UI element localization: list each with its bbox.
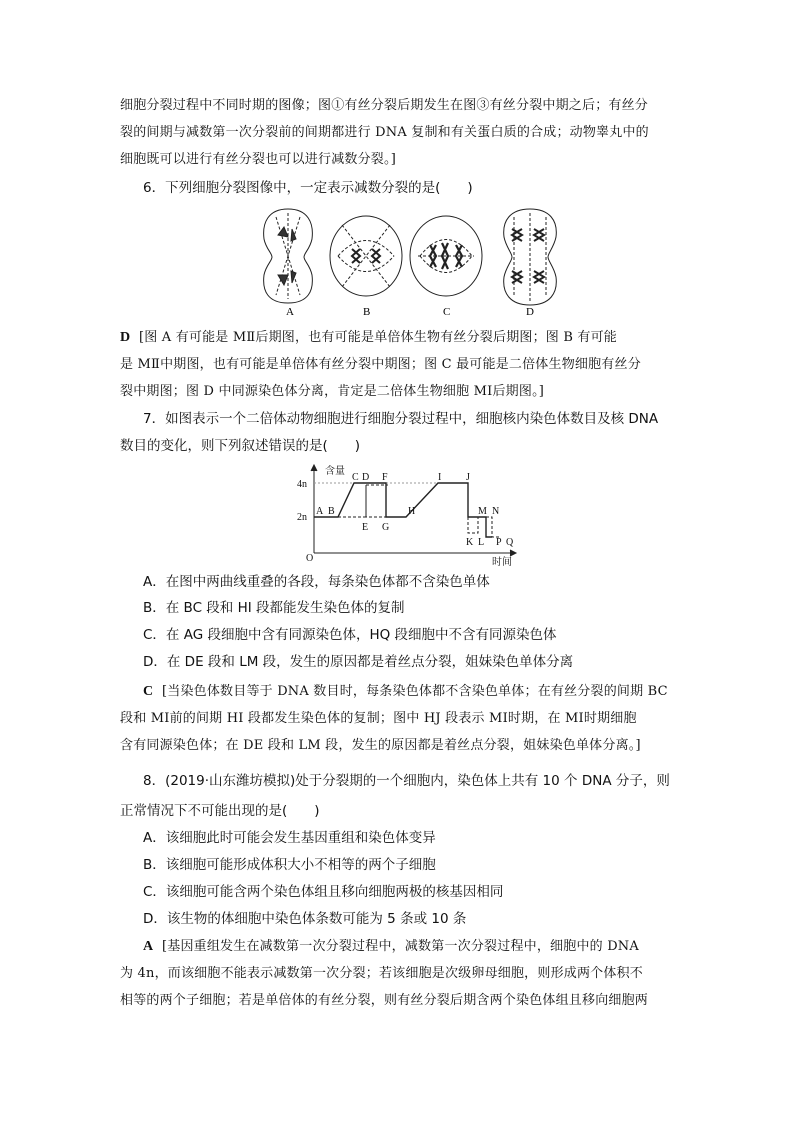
point-label: P [496,537,502,548]
axis-label: 时间 [492,557,512,567]
option-b: B．在 BC 段和 HI 段都能发生染色体的复制 [143,600,405,616]
figure-label: D [526,306,534,317]
figure-label: A [286,306,294,317]
figure-label: C [443,306,451,317]
option-b: B．该细胞可能形成体积大小不相等的两个子细胞 [143,857,436,873]
question-7-stem: 数目的变化，则下列叙述错误的是( ) [120,438,361,454]
point-label: K [466,537,474,548]
figure-label: B [363,306,371,317]
origin-label: O [306,553,314,564]
option-c: C．在 AG 段细胞中含有同源染色体，HQ 段细胞中不含有同源染色体 [143,627,557,643]
point-label: C [352,472,359,483]
point-label: E [362,522,369,533]
answer-7 [143,682,668,702]
option-c: C．该细胞可能含两个染色体组且移向细胞两极的核基因相同 [143,884,504,900]
point-label: L [478,537,485,548]
explanation-line: [图 A 有可能是 MⅡ后期图，也有可能是单倍体生物有丝分裂后期图；图 B 有可能 [138,330,618,345]
explanation-line: 裂的间期与减数第一次分裂前的间期都进行 DNA 复制和有关蛋白质的合成；动物睾丸中的 [120,125,649,140]
explanation-line: 为 4n，而该细胞不能表示减数第一次分裂；若该细胞是次级卵母细胞，则形成两个体积不 [120,966,643,981]
answer-key: A [143,939,154,954]
question-8-stem: 8．(2019·山东潍坊模拟)处于分裂期的一个细胞内，染色体上共有 10 个 DNA 分子，则 [143,773,670,789]
point-label: I [438,472,442,483]
answer-key: D [120,330,131,345]
point-label: J [466,472,470,483]
point-label: N [492,506,500,517]
question-8-stem: 正常情况下不可能出现的是( ) [120,803,320,819]
answer-key: C [143,684,154,699]
question-7-stem: 7．如图表示一个二倍体动物细胞进行细胞分裂过程中，细胞核内染色体数目及核 DNA [143,411,659,427]
option-d: D．该生物的体细胞中染色体条数可能为 5 条或 10 条 [143,911,467,927]
axis-label: 含量 [325,466,345,477]
explanation-line: 含有同源染色体；在 DE 段和 LM 段，发生的原因都是着丝点分裂，姐妹染色单体分离。] [120,738,641,753]
point-label: B [328,506,335,517]
tick-label: 2n [297,512,307,523]
explanation-line: [当染色体数目等于 DNA 数目时，每条染色体都不含染色单体；在有丝分裂的间期 BC [161,684,668,699]
option-d: D．在 DE 段和 LM 段，发生的原因都是着丝点分裂，姐妹染色单体分离 [143,654,574,670]
option-a: A．在图中两曲线重叠的各段，每条染色体都不含染色单体 [143,574,490,590]
point-label: A [316,506,324,517]
point-label: M [478,506,487,517]
chromosome-dna-chart [296,463,521,567]
point-label: H [408,506,416,517]
answer-8 [143,937,639,957]
point-label: F [382,472,388,483]
explanation-line: 相等的两个子细胞；若是单倍体的有丝分裂，则有丝分裂后期含两个染色体组且移向细胞两 [120,993,649,1008]
question-6-stem: 6．下列细胞分裂图像中，一定表示减数分裂的是( ) [143,180,473,196]
explanation-line: 段和 MⅠ前的间期 HI 段都发生染色体的复制；图中 HJ 段表示 MⅠ时期，在 MⅠ时期细胞 [120,711,637,726]
point-label: G [382,522,390,533]
explanation-line: 细胞既可以进行有丝分裂也可以进行减数分裂。] [120,152,396,167]
explanation-line: 细胞分裂过程中不同时期的图像；图①有丝分裂后期发生在图③有丝分裂中期之后；有丝分 [120,98,649,113]
answer-6 [120,328,617,348]
point-label: Q [506,537,514,548]
cell-division-figures [258,205,568,317]
explanation-line: 裂中期图；图 D 中同源染色体分离，肯定是二倍体生物细胞 MⅠ后期图。] [120,384,545,399]
explanation-line: [基因重组发生在减数第一次分裂过程中，减数第一次分裂过程中，细胞中的 DNA [161,939,639,954]
option-a: A．该细胞此时可能会发生基因重组和染色体变异 [143,830,436,846]
explanation-line: 是 MⅡ中期图，也有可能是单倍体有丝分裂中期图；图 C 最可能是二倍体生物细胞有丝分 [120,357,641,372]
tick-label: 4n [297,479,307,490]
point-label: D [362,472,370,483]
